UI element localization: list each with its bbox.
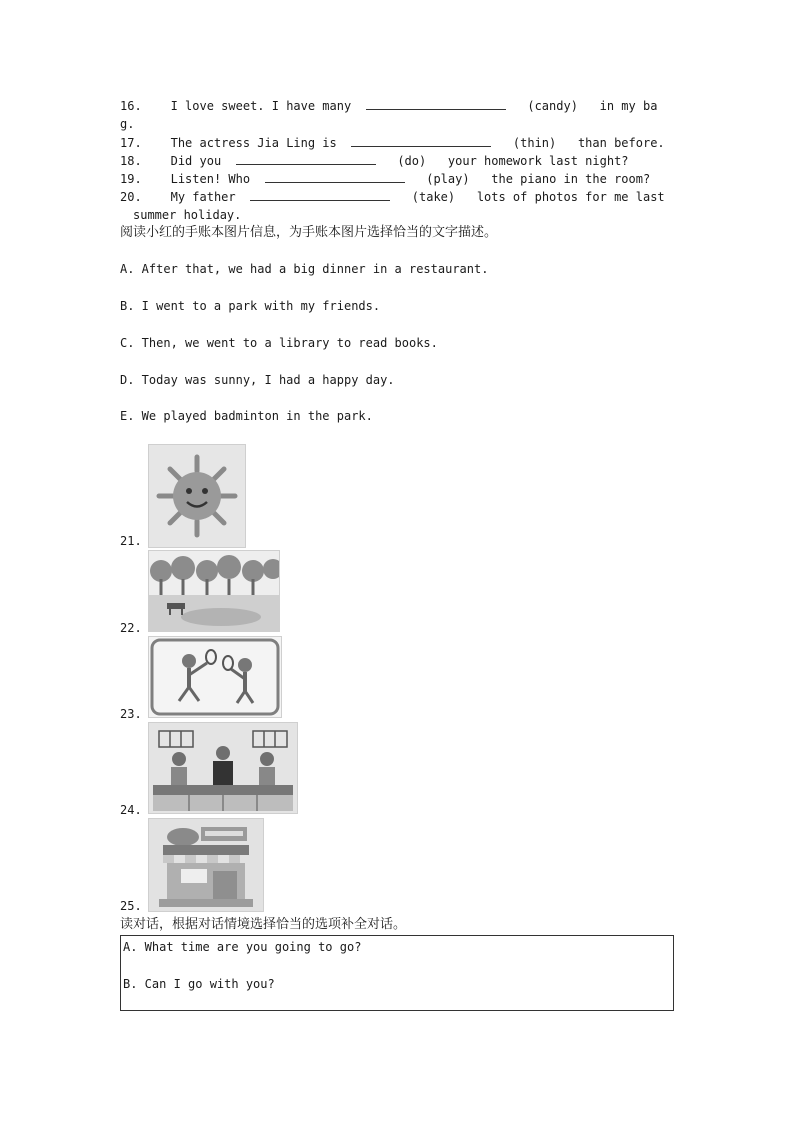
picture-number: 24.: [120, 803, 142, 817]
option-a: A. What time are you going to go?: [123, 940, 362, 954]
word-hint: (thin): [512, 136, 557, 150]
section-instruction: 读对话，根据对话情境选择恰当的选项补全对话。: [120, 917, 407, 932]
answer-blank[interactable]: [250, 188, 390, 201]
question-text: lots of photos for me last: [476, 190, 665, 204]
question-17: [120, 134, 674, 152]
question-number: 18.: [120, 154, 142, 168]
question-text: Listen! Who: [170, 172, 251, 186]
option-d: D. Today was sunny, I had a happy day.: [120, 373, 395, 387]
question-16: [120, 97, 674, 115]
answer-blank[interactable]: [366, 97, 506, 110]
option-b: B. Can I go with you?: [123, 977, 275, 991]
word-hint: (play): [426, 172, 470, 186]
question-number: 16.: [120, 99, 142, 113]
picture-number: 21.: [120, 534, 142, 548]
restaurant-icon: [148, 818, 264, 912]
question-text: The actress Jia Ling is: [170, 136, 337, 150]
badminton-icon: [148, 636, 282, 718]
options-box: [120, 935, 674, 1011]
question-text: in my ba: [599, 99, 658, 113]
question-number: 17.: [120, 136, 142, 150]
picture-number: 22.: [120, 621, 142, 635]
question-text: Did you: [170, 154, 222, 168]
question-16-cont: [120, 115, 674, 133]
question-text: than before.: [577, 136, 665, 150]
question-text: summer holiday.: [133, 208, 242, 222]
answer-blank[interactable]: [351, 134, 491, 147]
question-20-cont: [133, 206, 687, 224]
picture-number: 23.: [120, 707, 142, 721]
sun-icon: [148, 444, 246, 548]
option-a: A. After that, we had a big dinner in a restaurant.: [120, 262, 489, 276]
question-number: 20.: [120, 190, 142, 204]
picture-number: 25.: [120, 899, 142, 913]
word-hint: (do): [397, 154, 427, 168]
question-text: My father: [170, 190, 236, 204]
question-18: [120, 152, 674, 170]
park-icon: [148, 550, 280, 632]
word-hint: (take): [411, 190, 456, 204]
section-instruction: 阅读小红的手账本图片信息，为手账本图片选择恰当的文字描述。: [120, 225, 498, 240]
question-20: [120, 188, 674, 206]
question-number: 19.: [120, 172, 142, 186]
library-icon: [148, 722, 298, 814]
option-b: B. I went to a park with my friends.: [120, 299, 381, 313]
word-hint: (candy): [527, 99, 578, 113]
option-e: E. We played badminton in the park.: [120, 409, 373, 423]
answer-blank[interactable]: [265, 170, 405, 183]
option-c: C. Then, we went to a library to read books.: [120, 336, 438, 350]
question-text: the piano in the room?: [491, 172, 651, 186]
question-text: your homework last night?: [447, 154, 629, 168]
question-text: g.: [120, 117, 135, 131]
question-19: [120, 170, 674, 188]
answer-blank[interactable]: [236, 152, 376, 165]
question-text: I love sweet. I have many: [170, 99, 352, 113]
